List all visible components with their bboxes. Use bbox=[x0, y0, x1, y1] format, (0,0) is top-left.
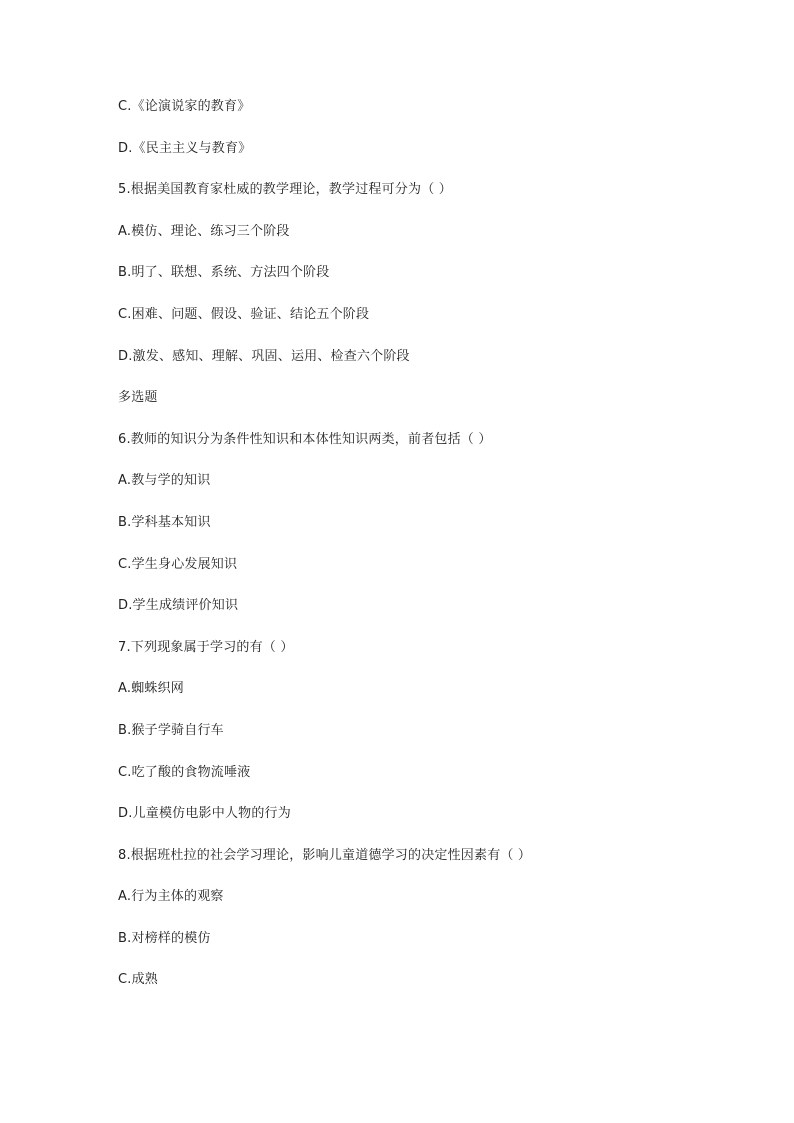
question-7: 7.下列现象属于学习的有（ ） bbox=[118, 639, 294, 655]
section-heading-multiple-choice: 多选题 bbox=[118, 390, 158, 406]
option-6d: D.学生成绩评价知识 bbox=[118, 598, 239, 614]
option-5c: C.困难、问题、假设、验证、结论五个阶段 bbox=[118, 306, 370, 322]
option-6b: B.学科基本知识 bbox=[118, 514, 211, 530]
option-5a: A.模仿、理论、练习三个阶段 bbox=[118, 223, 290, 239]
document-text bbox=[118, 97, 531, 1012]
option-6c: C.学生身心发展知识 bbox=[118, 556, 238, 572]
option-5b: B.明了、联想、系统、方法四个阶段 bbox=[118, 265, 330, 281]
question-8: 8.根据班杜拉的社会学习理论，影响儿童道德学习的决定性因素有（ ） bbox=[118, 847, 532, 863]
option-6a: A.教与学的知识 bbox=[118, 473, 211, 489]
option-5d: D.激发、感知、理解、巩固、运用、检查六个阶段 bbox=[118, 348, 410, 364]
option-8c: C.成熟 bbox=[118, 972, 159, 988]
option-8b: B.对榜样的模仿 bbox=[118, 930, 211, 946]
option-7b: B.猴子学骑自行车 bbox=[118, 722, 224, 738]
option-4d: D.《民主主义与教育》 bbox=[118, 140, 252, 156]
option-7a: A.蜘蛛织网 bbox=[118, 681, 184, 697]
option-7c: C.吃了酸的食物流唾液 bbox=[118, 764, 251, 780]
option-8a: A.行为主体的观察 bbox=[118, 889, 224, 905]
option-4c: C.《论演说家的教育》 bbox=[118, 99, 251, 114]
option-7d: D.儿童模仿电影中人物的行为 bbox=[118, 806, 291, 822]
question-5: 5.根据美国教育家杜威的教学理论，教学过程可分为（ ） bbox=[118, 182, 452, 198]
question-6: 6.教师的知识分为条件性知识和本体性知识两类，前者包括（ ） bbox=[118, 431, 492, 447]
